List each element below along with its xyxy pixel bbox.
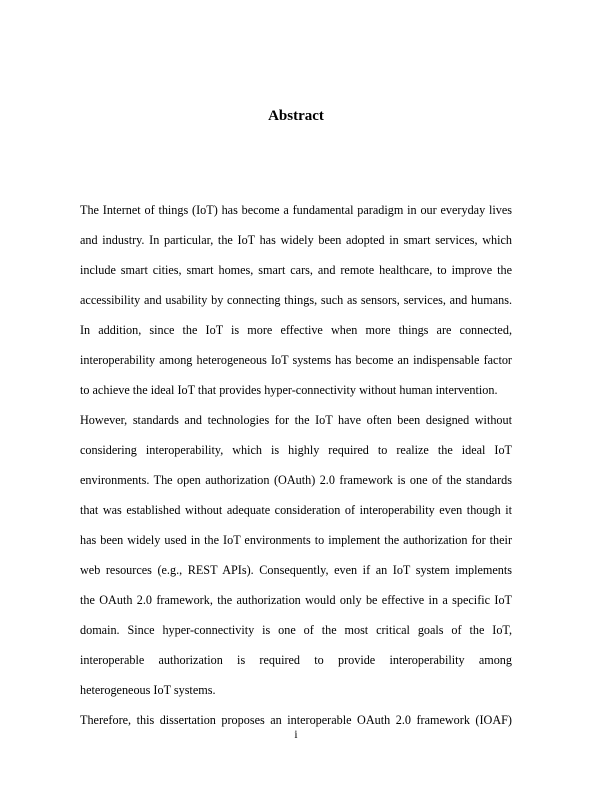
text-line: to achieve the ideal IoT that provides hyper-connectivity without human intervention.	[80, 383, 498, 397]
text-line: interoperable authorization is required to provide interoperability among	[80, 653, 512, 667]
text-line: that was established without adequate consideration of interoperability even though it	[80, 503, 512, 517]
text-line: interoperability among heterogeneous IoT systems has become an indispensable factor	[80, 353, 512, 367]
page-title: Abstract	[268, 108, 324, 124]
text-line: However, standards and technologies for the IoT have often been designed without	[80, 413, 512, 427]
text-line: In addition, since the IoT is more effective when more things are connected,	[80, 323, 512, 337]
text-line: environments. The open authorization (OAuth) 2.0 framework is one of the standards	[80, 473, 512, 487]
page-number: i	[294, 729, 298, 741]
text-line: include smart cities, smart homes, smart cars, and remote healthcare, to improve the	[80, 263, 512, 277]
text-line: accessibility and usability by connecting things, such as sensors, services, and humans.	[80, 293, 512, 307]
text-line: Therefore, this dissertation proposes an interoperable OAuth 2.0 framework (IOAF)	[80, 713, 512, 727]
text-line: the OAuth 2.0 framework, the authorization would only be effective in a specific IoT	[80, 593, 512, 607]
text-line: domain. Since hyper-connectivity is one of the most critical goals of the IoT,	[80, 623, 512, 637]
text-line: and industry. In particular, the IoT has widely been adopted in smart services, which	[80, 233, 512, 247]
text-line: has been widely used in the IoT environments to implement the authorization for their	[80, 533, 512, 547]
text-line: heterogeneous IoT systems.	[80, 683, 216, 697]
text-line: web resources (e.g., REST APIs). Consequently, even if an IoT system implements	[80, 563, 512, 577]
text-line: The Internet of things (IoT) has become a fundamental paradigm in our everyday lives	[80, 203, 512, 217]
text-line: considering interoperability, which is highly required to realize the ideal IoT	[80, 443, 512, 457]
